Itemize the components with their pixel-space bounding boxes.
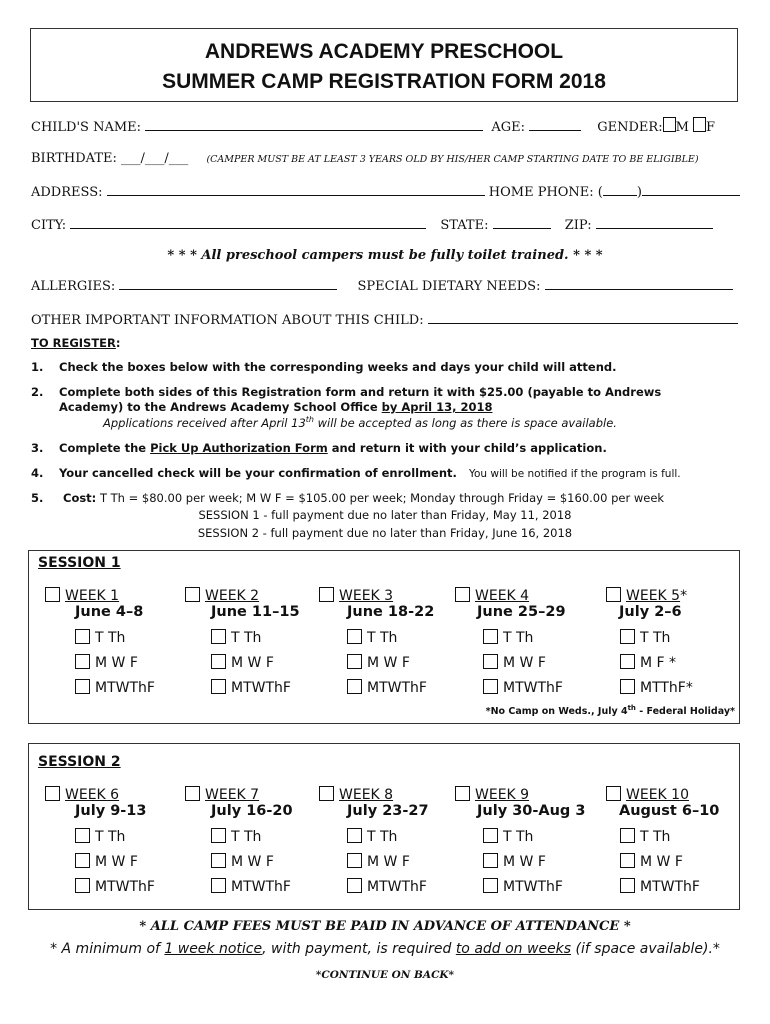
day-option-checkbox[interactable] — [620, 853, 635, 868]
day-option-checkbox[interactable] — [75, 654, 90, 669]
child-name-row — [31, 117, 715, 135]
other-info-row — [31, 311, 738, 328]
day-option-checkbox[interactable] — [75, 629, 90, 644]
fees-notice: * ALL CAMP FEES MUST BE PAID IN ADVANCE OF ATTENDANCE * — [139, 919, 631, 934]
day-option-checkbox[interactable] — [483, 853, 498, 868]
birthdate-label: BIRTHDATE: — [31, 151, 117, 166]
week-checkbox[interactable] — [319, 786, 334, 801]
day-option[interactable] — [211, 853, 274, 870]
allergies-row — [31, 277, 733, 294]
day-option-checkbox[interactable] — [211, 828, 226, 843]
week-label: WEEK 2 — [205, 588, 260, 604]
day-option[interactable] — [483, 679, 563, 696]
day-option-checkbox[interactable] — [211, 654, 226, 669]
birthdate-field[interactable]: ___/___/___ — [121, 151, 189, 166]
day-option-checkbox[interactable] — [75, 853, 90, 868]
week-checkbox[interactable] — [185, 786, 200, 801]
week-label: WEEK 3 — [339, 588, 394, 604]
gender-f-label: F — [706, 120, 716, 135]
day-option-label: MTWThF — [95, 879, 155, 895]
week-dates: July 9-13 — [75, 803, 147, 819]
form-title-line1: ANDREWS ACADEMY PRESCHOOL — [204, 40, 564, 63]
day-option[interactable] — [620, 629, 670, 646]
day-option[interactable] — [75, 828, 125, 845]
day-option[interactable] — [211, 679, 291, 696]
week-6-checkbox-row[interactable] — [45, 786, 119, 803]
week-label: WEEK 4 — [475, 588, 530, 604]
home-phone-field[interactable] — [642, 183, 740, 196]
day-option-checkbox[interactable] — [620, 654, 635, 669]
day-option-checkbox[interactable] — [347, 679, 362, 694]
zip-field[interactable] — [596, 216, 713, 229]
continue-on-back: *CONTINUE ON BACK* — [315, 969, 455, 981]
week-dates: July 30-Aug 3 — [477, 803, 586, 819]
day-option-label: T Th — [367, 630, 398, 646]
week-checkbox[interactable] — [45, 786, 60, 801]
session2-payment-due: SESSION 2 - full payment due no later than Friday, June 16, 2018 — [197, 526, 573, 540]
week-checkbox[interactable] — [45, 587, 60, 602]
dietary-field[interactable] — [545, 277, 733, 290]
week-10-checkbox-row[interactable] — [606, 786, 689, 803]
week-5-checkbox-row[interactable] — [606, 587, 687, 604]
session-2-box — [28, 743, 740, 910]
week-label: WEEK 8 — [339, 787, 394, 803]
day-option-label: M W F — [231, 854, 274, 870]
zip-label: ZIP: — [564, 218, 592, 233]
instruction-1: 1. Check the boxes below with the corresponding weeks and days your child will attend. — [31, 360, 617, 374]
day-option[interactable] — [620, 654, 676, 671]
day-option[interactable] — [211, 878, 291, 895]
week-checkbox[interactable] — [319, 587, 334, 602]
address-row — [31, 183, 740, 200]
day-option-label: MTWThF — [231, 680, 291, 696]
child-name-label: CHILD'S NAME: — [31, 120, 142, 135]
week-3-checkbox-row[interactable] — [319, 587, 393, 604]
day-option-label: MTWThF — [367, 879, 427, 895]
instruction-2: 2. Complete both sides of this Registration form and return it with $25.00 (payable to Andrews Academy) to the Andrews Academy School Office by April 13, 2018 Applications received after April 13th will be accepted as long as there is space available. — [31, 385, 662, 430]
address-label: ADDRESS: — [31, 185, 103, 200]
day-option-checkbox[interactable] — [75, 679, 90, 694]
city-row — [31, 216, 713, 233]
allergies-field[interactable] — [119, 277, 337, 290]
home-phone-label: HOME PHONE: ( — [488, 185, 603, 200]
age-eligibility-note: (CAMPER MUST BE AT LEAST 3 YEARS OLD BY HIS/HER CAMP STARTING DATE TO BE ELIGIBLE) — [206, 154, 699, 165]
day-option[interactable] — [483, 878, 563, 895]
day-option-label: M W F — [503, 655, 546, 671]
day-option[interactable] — [620, 679, 693, 696]
instruction-5: 5. Cost: T Th = $80.00 per week; M W F = $105.00 per week; Monday through Friday = $160.00 per week — [31, 491, 665, 505]
allergies-label: ALLERGIES: — [31, 279, 116, 294]
day-option-label: T Th — [95, 829, 126, 845]
dietary-label: SPECIAL DIETARY NEEDS: — [357, 279, 541, 294]
week-label: WEEK 9 — [475, 787, 530, 803]
day-option-label: M W F — [367, 655, 410, 671]
day-option[interactable] — [483, 828, 533, 845]
state-label: STATE: — [440, 218, 489, 233]
toilet-trained-note: * * * All preschool campers must be fully toilet trained. * * * — [167, 248, 603, 263]
week-dates: August 6–10 — [619, 803, 720, 819]
add-weeks-notice: * A minimum of 1 week notice, with payment, is required to add on weeks (if space available).* — [50, 941, 720, 957]
day-option[interactable] — [347, 654, 410, 671]
instruction-4: 4. Your cancelled check will be your confirmation of enrollment. You will be notified if the program is full. — [31, 466, 681, 480]
day-option[interactable] — [483, 853, 546, 870]
day-option[interactable] — [75, 654, 138, 671]
week-1-checkbox-row[interactable] — [45, 587, 119, 604]
week-9-checkbox-row[interactable] — [455, 786, 529, 803]
day-option-checkbox[interactable] — [211, 679, 226, 694]
session-2-label: SESSION 2 — [38, 754, 121, 770]
day-option[interactable] — [347, 828, 397, 845]
day-option[interactable] — [75, 853, 138, 870]
city-field[interactable] — [70, 216, 426, 229]
day-option[interactable] — [211, 629, 261, 646]
week-checkbox[interactable] — [455, 786, 470, 801]
week-checkbox[interactable] — [606, 587, 621, 602]
day-option-label: M W F — [95, 854, 138, 870]
instruction-3: 3. Complete the Pick Up Authorization Form and return it with your child’s application. — [31, 441, 607, 455]
address-field[interactable] — [107, 183, 485, 196]
week-checkbox[interactable] — [455, 587, 470, 602]
day-option-label: MTWThF — [231, 879, 291, 895]
day-option[interactable] — [620, 828, 670, 845]
day-option-checkbox[interactable] — [483, 679, 498, 694]
week-dates: July 23-27 — [347, 803, 429, 819]
day-option-checkbox[interactable] — [211, 853, 226, 868]
week-checkbox[interactable] — [606, 786, 621, 801]
day-option[interactable] — [75, 679, 155, 696]
city-label: CITY: — [31, 218, 67, 233]
gender-m-label: M — [675, 120, 689, 135]
day-option-label: MTWThF — [640, 879, 700, 895]
week-label: WEEK 6 — [65, 787, 120, 803]
to-register-heading: TO REGISTER: — [31, 336, 121, 350]
week-label: WEEK 5 — [626, 588, 681, 604]
day-option[interactable] — [347, 878, 427, 895]
birthdate-row — [31, 151, 699, 166]
home-phone-paren: ) — [636, 185, 642, 200]
day-option-label: T Th — [640, 630, 671, 646]
week-star: * — [680, 588, 688, 604]
day-option-checkbox[interactable] — [211, 878, 226, 893]
week-checkbox[interactable] — [185, 587, 200, 602]
day-option[interactable] — [483, 654, 546, 671]
pickup-form-link: Pick Up Authorization Form — [150, 441, 328, 455]
day-option-label: MTThF* — [640, 680, 693, 696]
week-dates: July 2–6 — [619, 604, 682, 620]
day-option[interactable] — [347, 679, 427, 696]
week-label: WEEK 1 — [65, 588, 120, 604]
day-option-label: M W F — [640, 854, 683, 870]
day-option-checkbox[interactable] — [620, 828, 635, 843]
week-dates: June 25–29 — [477, 604, 566, 620]
age-label: AGE: — [491, 120, 525, 135]
holiday-note: *No Camp on Weds., July 4th - Federal Holiday* — [485, 704, 735, 718]
day-option-checkbox[interactable] — [75, 878, 90, 893]
gender-m-checkbox[interactable] — [663, 117, 676, 132]
week-label: WEEK 10 — [626, 787, 689, 803]
day-option-label: M W F — [367, 854, 410, 870]
week-dates: June 4–8 — [75, 604, 144, 620]
session-1-box — [28, 550, 740, 724]
day-option[interactable] — [211, 828, 261, 845]
session1-payment-due: SESSION 1 - full payment due no later than Friday, May 11, 2018 — [198, 508, 572, 522]
day-option-checkbox[interactable] — [347, 828, 362, 843]
day-option[interactable] — [347, 853, 410, 870]
day-option-label: M W F — [95, 655, 138, 671]
day-option-checkbox[interactable] — [620, 878, 635, 893]
day-option-label: MTWThF — [503, 879, 563, 895]
day-option-label: T Th — [367, 829, 398, 845]
day-option[interactable] — [75, 629, 125, 646]
day-option-label: MTWThF — [367, 680, 427, 696]
week-7-checkbox-row[interactable] — [185, 786, 259, 803]
day-option-label: T Th — [95, 630, 126, 646]
day-option[interactable] — [75, 878, 155, 895]
week-dates: June 18-22 — [347, 604, 435, 620]
week-4-checkbox-row[interactable] — [455, 587, 529, 604]
other-info-field[interactable] — [428, 311, 738, 324]
area-code-field[interactable] — [603, 183, 637, 196]
day-option-checkbox[interactable] — [620, 629, 635, 644]
day-option-checkbox[interactable] — [483, 878, 498, 893]
child-name-field[interactable] — [145, 118, 483, 131]
day-option-label: T Th — [503, 630, 534, 646]
state-field[interactable] — [493, 216, 551, 229]
week-dates: June 11–15 — [211, 604, 300, 620]
day-option-checkbox[interactable] — [347, 853, 362, 868]
day-option-checkbox[interactable] — [620, 679, 635, 694]
week-dates: July 16-20 — [211, 803, 293, 819]
day-option-label: T Th — [231, 829, 262, 845]
day-option-checkbox[interactable] — [483, 654, 498, 669]
form-title-box — [30, 28, 738, 102]
session-1-label: SESSION 1 — [38, 555, 121, 571]
gender-label: GENDER: — [597, 120, 663, 135]
day-option-checkbox[interactable] — [483, 828, 498, 843]
day-option-checkbox[interactable] — [347, 654, 362, 669]
age-field[interactable] — [529, 118, 581, 131]
day-option-checkbox[interactable] — [347, 878, 362, 893]
day-option[interactable] — [620, 853, 683, 870]
form-title-line2: SUMMER CAMP REGISTRATION FORM 2018 — [162, 70, 606, 93]
day-option-checkbox[interactable] — [75, 828, 90, 843]
other-info-label: OTHER IMPORTANT INFORMATION ABOUT THIS CHILD: — [31, 313, 424, 328]
day-option-checkbox[interactable] — [347, 629, 362, 644]
day-option[interactable] — [211, 654, 274, 671]
day-option-label: M F * — [640, 655, 677, 671]
week-8-checkbox-row[interactable] — [319, 786, 393, 803]
day-option-label: T Th — [640, 829, 671, 845]
day-option-checkbox[interactable] — [483, 629, 498, 644]
day-option-label: T Th — [503, 829, 534, 845]
day-option[interactable] — [483, 629, 533, 646]
day-option-checkbox[interactable] — [211, 629, 226, 644]
day-option-label: M W F — [503, 854, 546, 870]
gender-f-checkbox[interactable] — [693, 117, 706, 132]
week-2-checkbox-row[interactable] — [185, 587, 259, 604]
day-option[interactable] — [347, 629, 397, 646]
day-option-label: MTWThF — [503, 680, 563, 696]
day-option-label: T Th — [231, 630, 262, 646]
day-option-label: MTWThF — [95, 680, 155, 696]
day-option[interactable] — [620, 878, 700, 895]
day-option-label: M W F — [231, 655, 274, 671]
week-label: WEEK 7 — [205, 787, 260, 803]
